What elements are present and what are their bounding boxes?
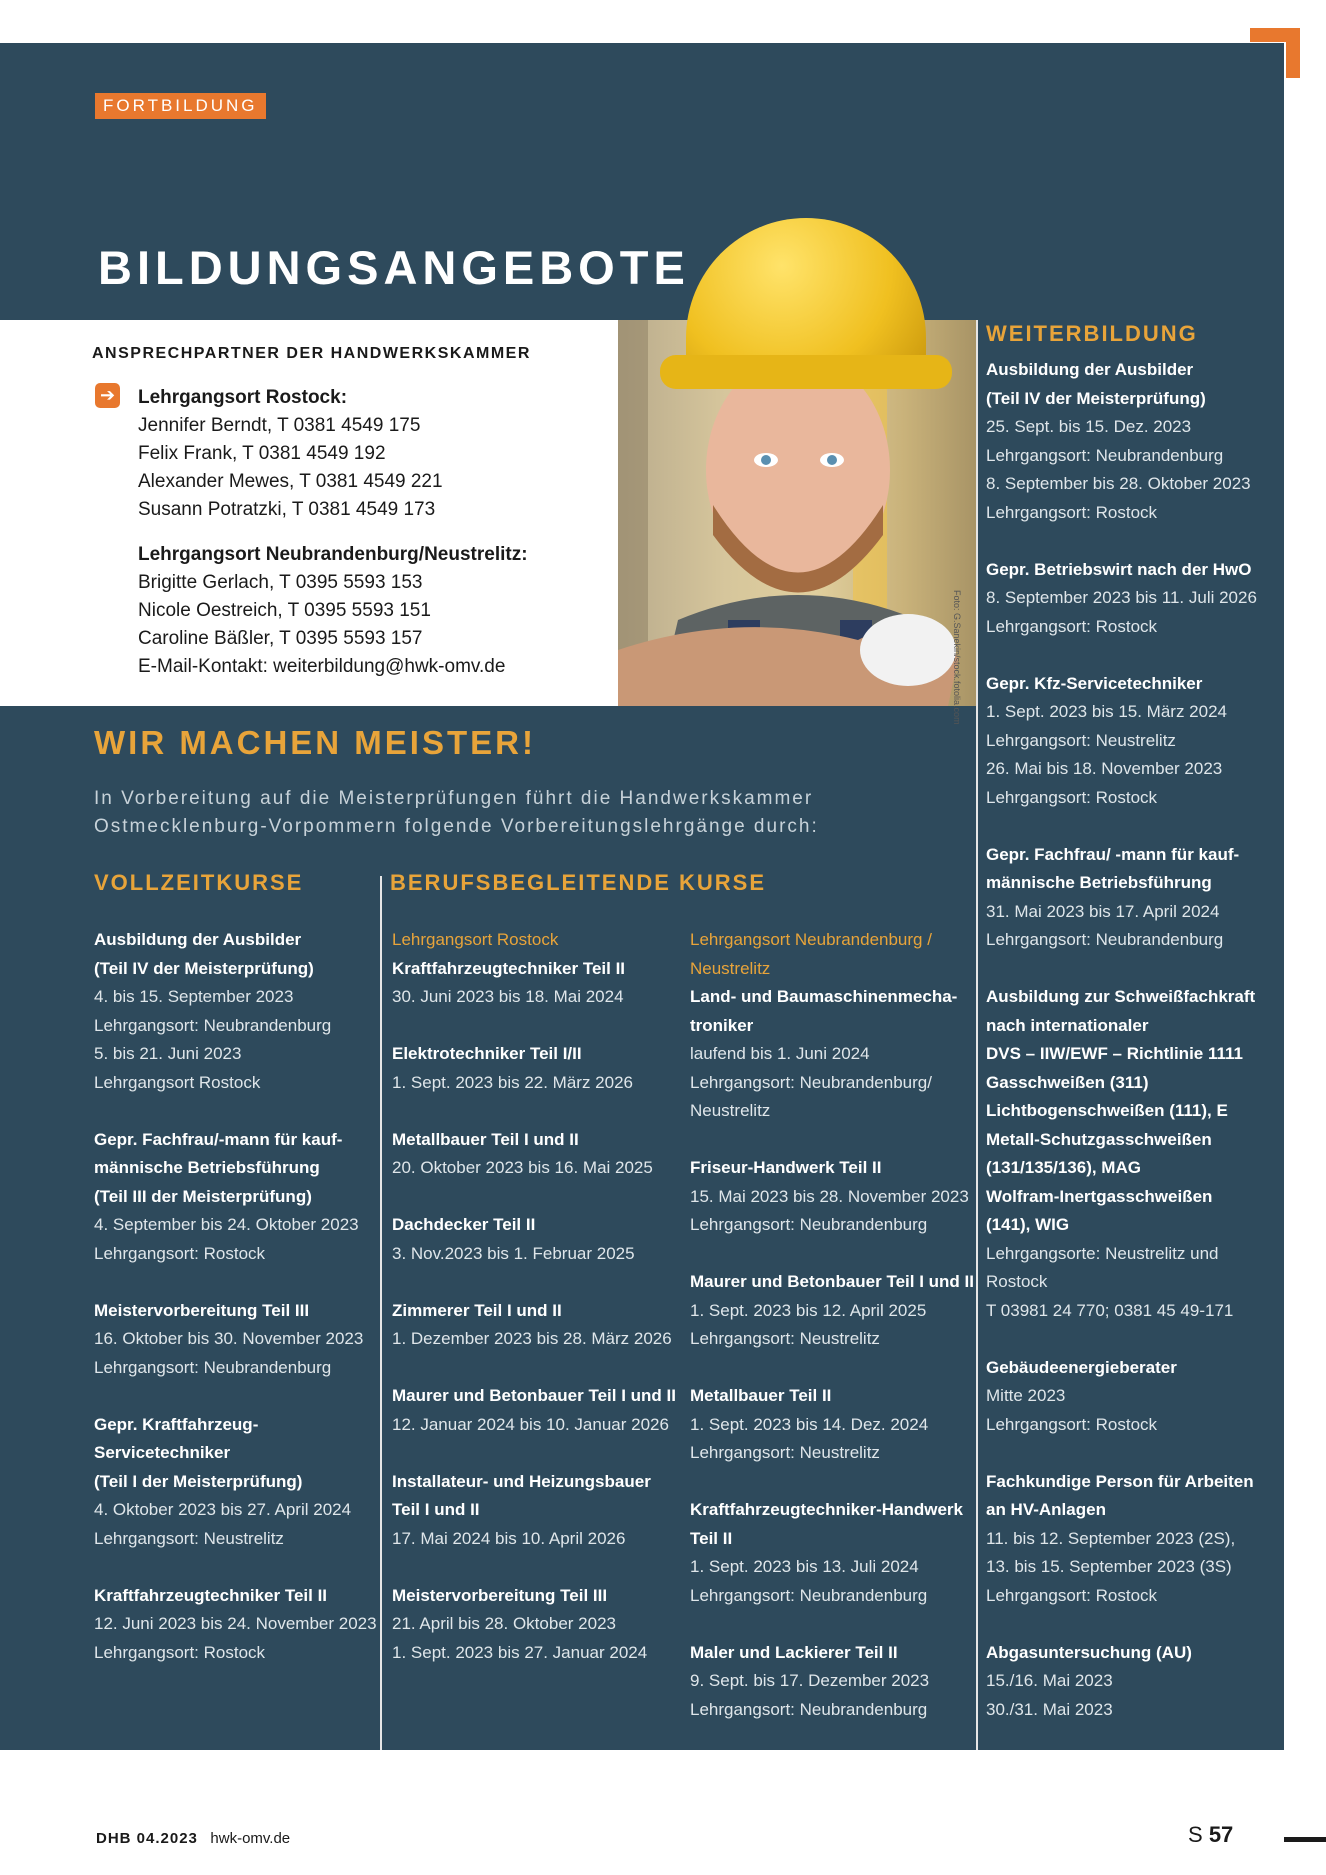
location-label: Lehrgangsort Rostock	[392, 930, 559, 949]
course-entry	[986, 1468, 1276, 1611]
course-line: Lehrgangsort: Neubrandenburg	[94, 1015, 332, 1035]
course-line: 21. April bis 28. Oktober 2023	[392, 1614, 616, 1633]
course-title: Servicetechniker	[94, 1443, 231, 1462]
course-line: Lehrgangsort Rostock	[94, 1072, 261, 1092]
course-title: (Teil I der Meisterprüfung)	[94, 1471, 303, 1491]
section-tag: FORTBILDUNG	[95, 93, 266, 119]
course-entry	[690, 1268, 980, 1354]
course-line: 30. Juni 2023 bis 18. Mai 2024	[392, 987, 624, 1006]
course-line: Lehrgangsort: Rostock	[986, 502, 1158, 522]
course-title: Fachkundige Person für Arbeiten	[986, 1471, 1254, 1491]
course-line: Lehrgangsort: Neubrandenburg/	[690, 1072, 932, 1092]
course-line: Lehrgangsort: Rostock	[986, 616, 1158, 636]
photo-credit: Foto: G.Sanekin/stock.fotolia.com	[952, 590, 962, 725]
course-entry	[986, 983, 1276, 1325]
course-title: Kraftfahrzeugtechniker Teil II	[94, 1585, 328, 1605]
course-entry	[392, 1582, 682, 1668]
weiterbildung-column	[986, 356, 1276, 1753]
contact-line: Jennifer Berndt, T 0381 4549 175	[138, 415, 421, 436]
page-title: BILDUNGSANGEBOTE	[98, 241, 690, 294]
course-line: Mitte 2023	[986, 1386, 1066, 1405]
course-line: 5. bis 21. Juni 2023	[94, 1044, 242, 1063]
location-label: Lehrgangsort Neubrandenburg /	[690, 930, 932, 949]
footer-rule	[1284, 1837, 1326, 1842]
course-line: 20. Oktober 2023 bis 16. Mai 2025	[392, 1158, 653, 1177]
course-entry	[690, 1496, 980, 1610]
course-title: Abgasuntersuchung (AU)	[986, 1642, 1192, 1662]
course-title: Maurer und Betonbauer Teil I und II	[690, 1272, 974, 1291]
course-line: Lehrgangsort: Neubrandenburg	[986, 445, 1224, 465]
course-title: Kraftfahrzeugtechniker Teil II	[392, 958, 626, 978]
course-line: Lehrgangsort: Neubrandenburg	[690, 1215, 928, 1234]
course-line: Lehrgangsort: Neubrandenburg	[94, 1357, 332, 1377]
course-title: (131/135/136), MAG	[986, 1158, 1141, 1177]
course-line: 4. Oktober 2023 bis 27. April 2024	[94, 1500, 352, 1519]
course-line: Neustrelitz	[690, 1101, 771, 1120]
course-line: 12. Juni 2023 bis 24. November 2023	[94, 1614, 377, 1633]
contact-rostock	[138, 384, 443, 524]
course-title: Land- und Baumaschinenmecha-	[690, 987, 958, 1006]
course-entry	[94, 1582, 384, 1668]
course-title: Gepr. Fachfrau/ -mann für kauf-	[986, 844, 1240, 864]
course-line: 1. Sept. 2023 bis 27. Januar 2024	[392, 1642, 648, 1662]
vollzeit-heading: VOLLZEITKURSE	[94, 870, 304, 895]
contact-neubrandenburg	[138, 541, 528, 681]
course-entry	[392, 1468, 682, 1554]
course-title: Zimmerer Teil I und II	[392, 1300, 562, 1320]
arrow-right-icon: ➔	[95, 383, 120, 408]
course-title: Installateur- und Heizungsbauer	[392, 1471, 651, 1491]
course-title: (Teil III der Meisterprüfung)	[94, 1186, 312, 1206]
course-entry	[392, 1297, 682, 1354]
course-title: Gepr. Betriebswirt nach der HwO	[986, 559, 1252, 579]
course-entry	[94, 1297, 384, 1383]
course-line: 9. Sept. bis 17. Dezember 2023	[690, 1671, 930, 1690]
course-entry	[986, 841, 1276, 955]
course-line: 1. Sept. 2023 bis 12. April 2025	[690, 1300, 927, 1320]
course-line: Lehrgangsort: Rostock	[986, 1585, 1158, 1605]
course-title: nach internationaler	[986, 1015, 1149, 1035]
course-line: Lehrgangsort: Rostock	[94, 1642, 266, 1662]
course-title: Metall-Schutzgasschweißen	[986, 1129, 1212, 1149]
corner-accent	[1250, 28, 1300, 78]
course-line: 15./16. Mai 2023	[986, 1671, 1113, 1690]
course-line: Lehrgangsort: Rostock	[94, 1243, 266, 1263]
course-title: Teil I und II	[392, 1500, 480, 1519]
helmet-brim	[660, 355, 952, 389]
course-entry	[392, 1211, 682, 1268]
berufsbegleitend-rostock-column	[392, 926, 682, 1696]
course-entry	[690, 1154, 980, 1240]
contact-line: Caroline Bäßler, T 0395 5593 157	[138, 628, 423, 649]
course-entry	[986, 556, 1276, 642]
course-line: 8. September bis 28. Oktober 2023	[986, 474, 1251, 493]
course-entry	[392, 955, 682, 1012]
course-title: troniker	[690, 1015, 754, 1035]
course-line: T 03981 24 770; 0381 45 49-171	[986, 1300, 1234, 1320]
course-line: Lehrgangsort: Rostock	[986, 1414, 1158, 1434]
contact-line: Nicole Oestreich, T 0395 5593 151	[138, 600, 431, 621]
course-title: Maler und Lackierer Teil II	[690, 1642, 898, 1662]
weiterbildung-heading: WEITERBILDUNG	[986, 321, 1198, 346]
course-title: Lichtbogenschweißen (111), E	[986, 1101, 1228, 1120]
course-line: Lehrgangsort: Neustrelitz	[690, 1443, 880, 1462]
course-entry	[392, 1126, 682, 1183]
course-line: Rostock	[986, 1272, 1048, 1291]
course-title: Ausbildung der Ausbilder	[986, 360, 1194, 379]
course-title: Dachdecker Teil II	[392, 1215, 536, 1234]
course-title: Friseur-Handwerk Teil II	[690, 1158, 882, 1177]
website-link[interactable]: hwk-omv.de	[210, 1830, 291, 1847]
course-line: 8. September 2023 bis 11. Juli 2026	[986, 588, 1257, 607]
course-line: Lehrgangsorte: Neustrelitz und	[986, 1243, 1219, 1263]
course-title: Gebäudeenergieberater	[986, 1357, 1177, 1377]
course-entry	[94, 926, 384, 1097]
contact-line: Susann Potratzki, T 0381 4549 173	[138, 499, 436, 520]
page-number	[1188, 1822, 1233, 1848]
page-prefix: S	[1188, 1822, 1203, 1847]
course-line: Lehrgangsort: Neustrelitz	[986, 730, 1176, 750]
course-title: Ausbildung zur Schweißfachkraft	[986, 987, 1256, 1006]
course-entry	[94, 1411, 384, 1554]
course-title: Gasschweißen (311)	[986, 1072, 1149, 1092]
contact-line: Brigitte Gerlach, T 0395 5593 153	[138, 572, 423, 593]
course-line: 30./31. Mai 2023	[986, 1699, 1113, 1719]
vollzeit-column	[94, 926, 384, 1696]
contact-line: Felix Frank, T 0381 4549 192	[138, 443, 386, 464]
course-title: Kraftfahrzeugtechniker-Handwerk	[690, 1500, 964, 1519]
intro-text: In Vorbereitung auf die Meisterprüfungen führt die Handwerkskammer Ostmecklenburg-Vorpommern folgende Vorbereitungslehrgänge durch:	[94, 788, 819, 837]
course-line: 1. Sept. 2023 bis 22. März 2026	[392, 1072, 633, 1092]
berufsbegleitend-heading: BERUFSBEGLEITENDE KURSE	[390, 870, 767, 895]
neubrandenburg-label: Lehrgangsort Neubrandenburg/Neustrelitz:	[138, 544, 528, 565]
course-title: Wolfram-Inertgasschweißen	[986, 1186, 1213, 1206]
rostock-label: Lehrgangsort Rostock:	[138, 387, 348, 408]
issue-label: DHB 04.2023	[96, 1830, 198, 1847]
course-title: Maurer und Betonbauer Teil I und II	[392, 1386, 676, 1405]
footer-issue	[96, 1830, 290, 1847]
course-title: Ausbildung der Ausbilder	[94, 930, 302, 949]
email-contact: E-Mail-Kontakt: weiterbildung@hwk-omv.de	[138, 656, 506, 677]
course-title: Teil II	[690, 1528, 733, 1548]
course-line: 1. Sept. 2023 bis 14. Dez. 2024	[690, 1414, 929, 1434]
course-line: Lehrgangsort: Rostock	[986, 787, 1158, 807]
contact-heading: ANSPRECHPARTNER DER HANDWERKSKAMMER	[92, 345, 531, 362]
course-title: DVS – IIW/EWF – Richtlinie 1111	[986, 1044, 1243, 1063]
course-entry	[986, 1354, 1276, 1440]
course-line: 12. Januar 2024 bis 10. Januar 2026	[392, 1414, 669, 1434]
course-line: 17. Mai 2024 bis 10. April 2026	[392, 1528, 626, 1548]
course-entry	[690, 983, 980, 1126]
course-entry	[392, 1040, 682, 1097]
headline: WIR MACHEN MEISTER!	[94, 724, 536, 761]
course-title: Metallbauer Teil II	[690, 1386, 832, 1405]
course-title: männische Betriebsführung	[94, 1158, 320, 1177]
course-title: an HV-Anlagen	[986, 1500, 1106, 1519]
course-line: 16. Oktober bis 30. November 2023	[94, 1329, 364, 1348]
course-title: Gepr. Kfz-Servicetechniker	[986, 673, 1203, 693]
page-number-value: 57	[1208, 1822, 1234, 1847]
course-title: Gepr. Fachfrau/-mann für kauf-	[94, 1129, 343, 1149]
course-entry	[690, 1382, 980, 1468]
course-line: 11. bis 12. September 2023 (2S),	[986, 1528, 1236, 1548]
course-line: 4. bis 15. September 2023	[94, 987, 294, 1006]
course-entry	[986, 356, 1276, 527]
course-line: 25. Sept. bis 15. Dez. 2023	[986, 417, 1192, 436]
course-entry	[986, 670, 1276, 813]
location-label: Neustrelitz	[690, 958, 771, 978]
course-line: 1. Dezember 2023 bis 28. März 2026	[392, 1329, 672, 1348]
course-line: laufend bis 1. Juni 2024	[690, 1044, 870, 1063]
course-line: Lehrgangsort: Neubrandenburg	[690, 1585, 928, 1605]
course-title: Elektrotechniker Teil I/II	[392, 1044, 582, 1063]
course-line: 26. Mai bis 18. November 2023	[986, 759, 1223, 778]
course-title: (Teil IV der Meisterprüfung)	[94, 958, 314, 978]
course-line: 1. Sept. 2023 bis 13. Juli 2024	[690, 1557, 919, 1576]
course-line: Lehrgangsort: Neubrandenburg	[690, 1699, 928, 1719]
course-title: Gepr. Kraftfahrzeug-	[94, 1414, 259, 1434]
course-title: (141), WIG	[986, 1215, 1070, 1234]
course-line: 3. Nov.2023 bis 1. Februar 2025	[392, 1243, 635, 1263]
course-entry	[392, 1382, 682, 1439]
course-title: (Teil IV der Meisterprüfung)	[986, 388, 1206, 408]
berufsbegleitend-neubrandenburg-column	[690, 926, 980, 1753]
course-title: Metallbauer Teil I und II	[392, 1129, 579, 1149]
course-line: 31. Mai 2023 bis 17. April 2024	[986, 901, 1220, 921]
course-line: Lehrgangsort: Neubrandenburg	[986, 930, 1224, 949]
course-entry	[94, 1126, 384, 1269]
course-line: 15. Mai 2023 bis 28. November 2023	[690, 1186, 969, 1206]
course-line: 4. September bis 24. Oktober 2023	[94, 1215, 359, 1234]
course-line: Lehrgangsort: Neustrelitz	[94, 1528, 284, 1548]
course-line: 1. Sept. 2023 bis 15. März 2024	[986, 702, 1227, 721]
course-entry	[986, 1639, 1276, 1725]
course-line: Lehrgangsort: Neustrelitz	[690, 1329, 880, 1348]
course-title: Meistervorbereitung Teil III	[392, 1585, 608, 1605]
course-title: Meistervorbereitung Teil III	[94, 1300, 310, 1320]
contact-line: Alexander Mewes, T 0381 4549 221	[138, 471, 443, 492]
course-entry	[690, 1639, 980, 1725]
course-title: männische Betriebsführung	[986, 873, 1212, 892]
course-line: 13. bis 15. September 2023 (3S)	[986, 1557, 1232, 1576]
